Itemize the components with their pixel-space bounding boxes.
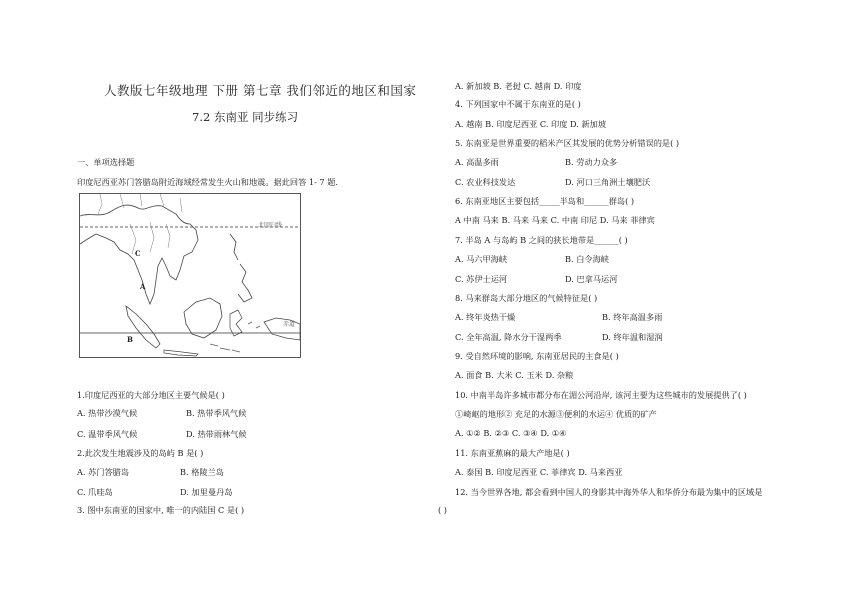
- southeast-asia-map: [79, 193, 301, 358]
- map-label-c: C: [135, 249, 141, 258]
- question-1: 1.印度尼西亚的大部分地区主要气候是( ): [77, 390, 225, 400]
- q8-option-c: C. 全年高温, 降水分干湿两季: [455, 332, 562, 342]
- question-intro: 印度尼西亚苏门答腊岛附近海域经常发生火山和地震。据此回答 1- 7 题.: [77, 177, 339, 187]
- q2-option-d: D. 加里曼丹岛: [180, 487, 233, 497]
- question-2: 2.此次发生地震涉及的岛屿 B 是( ): [77, 448, 204, 458]
- question-8: 8. 马来群岛大部分地区的气候特征是( ): [455, 293, 598, 303]
- q7-option-a: A. 马六甲海峡: [455, 254, 508, 264]
- q11-options: A. 泰国 B. 印度尼西亚 C. 菲律宾 D. 马来西亚: [455, 467, 623, 477]
- q12-answer-paren: ( ): [438, 505, 447, 515]
- rivers: [98, 194, 182, 214]
- question-10: 10. 中南半岛许多城市都分布在湄公河沿岸, 该河主要为这些城市的发展提供了( ): [455, 390, 747, 400]
- map-drawing: [80, 194, 300, 357]
- q6-options: A 中南 马来 B. 马来 马来 C. 中南 印尼 D. 马来 菲律宾: [455, 215, 655, 225]
- question-9: 9. 受自然环境的影响, 东南亚居民的主食是( ): [455, 351, 619, 361]
- equator-label: 赤道: [283, 321, 296, 328]
- q5-option-a: A. 高温多雨: [455, 157, 499, 167]
- question-4: 4. 下列国家中不属于东南亚的是( ): [455, 99, 581, 109]
- q1-option-a: A. 热带沙漠气候: [77, 408, 138, 418]
- q7-option-d: D. 巴拿马运河: [565, 274, 618, 284]
- section-heading: 一、单项选择题: [77, 157, 135, 167]
- q10-options: A. ①② B. ②③ C. ③④ D. ①④: [455, 428, 567, 438]
- q4-options: A. 越南 B. 印度尼西亚 C. 印度 D. 新加坡: [455, 119, 607, 129]
- question-3: 3. 图中东南亚的国家中, 唯一的内陆国 C 是( ): [77, 505, 245, 515]
- q2-option-a: A. 苏门答腊岛: [77, 467, 130, 477]
- q7-option-c: C. 苏伊士运河: [455, 274, 508, 284]
- sulawesi-outline: [230, 310, 242, 336]
- q5-option-d: D. 河口三角洲土壤肥沃: [565, 177, 651, 187]
- map-label-b: B: [127, 335, 133, 344]
- q1-option-b: B. 热带季风气候: [186, 408, 247, 418]
- q3-options: A. 新加坡 B. 老挝 C. 越南 D. 印度: [455, 81, 582, 91]
- question-6: 6. 东南亚地区主要包括_____半岛和______群岛( ): [455, 196, 635, 206]
- page-subtitle: 7.2 东南亚 同步练习: [192, 110, 299, 124]
- q8-option-a: A. 终年炎热干燥: [455, 312, 516, 322]
- map-label-a: A: [140, 282, 146, 291]
- q10-statements: ①崎岖的地形② 充足的水源③便利的水运④ 优质的矿产: [455, 409, 657, 419]
- q5-option-c: C. 农业科技发达: [455, 177, 516, 187]
- q5-option-b: B. 劳动力众多: [565, 157, 618, 167]
- q8-option-d: D. 终年温和湿润: [602, 332, 663, 342]
- question-5: 5. 东南亚是世界重要的稻米产区其发展的优势分析错误的是( ): [455, 138, 680, 148]
- java-outline: [164, 350, 198, 356]
- question-12: 12. 当今世界各地, 都会看到中国人的身影其中海外华人和华侨分布最为集中的区域是: [455, 487, 763, 497]
- borneo-outline: [184, 298, 222, 338]
- q2-option-b: B. 格陵兰岛: [180, 467, 224, 477]
- q8-option-b: B. 终年高温多雨: [602, 312, 663, 322]
- question-7: 7. 半岛 A 与岛屿 B 之间的狭长地带是______( ): [455, 235, 628, 245]
- page-title: 人教版七年级地理 下册 第七章 我们邻近的地区和国家: [104, 83, 417, 98]
- q7-option-b: B. 白令海峡: [565, 254, 609, 264]
- q1-option-c: C. 温带季风气候: [77, 429, 138, 439]
- q1-option-d: D. 热带雨林气候: [186, 429, 247, 439]
- question-11: 11. 东南亚蕉麻的最大产地是( ): [455, 448, 570, 458]
- tropic-label: 北回归线: [258, 222, 283, 229]
- philippines-outline: [230, 234, 252, 302]
- q2-option-c: C. 爪哇岛: [77, 487, 113, 497]
- q9-options: A. 面食 B. 大米 C. 玉米 D. 杂粮: [455, 370, 574, 380]
